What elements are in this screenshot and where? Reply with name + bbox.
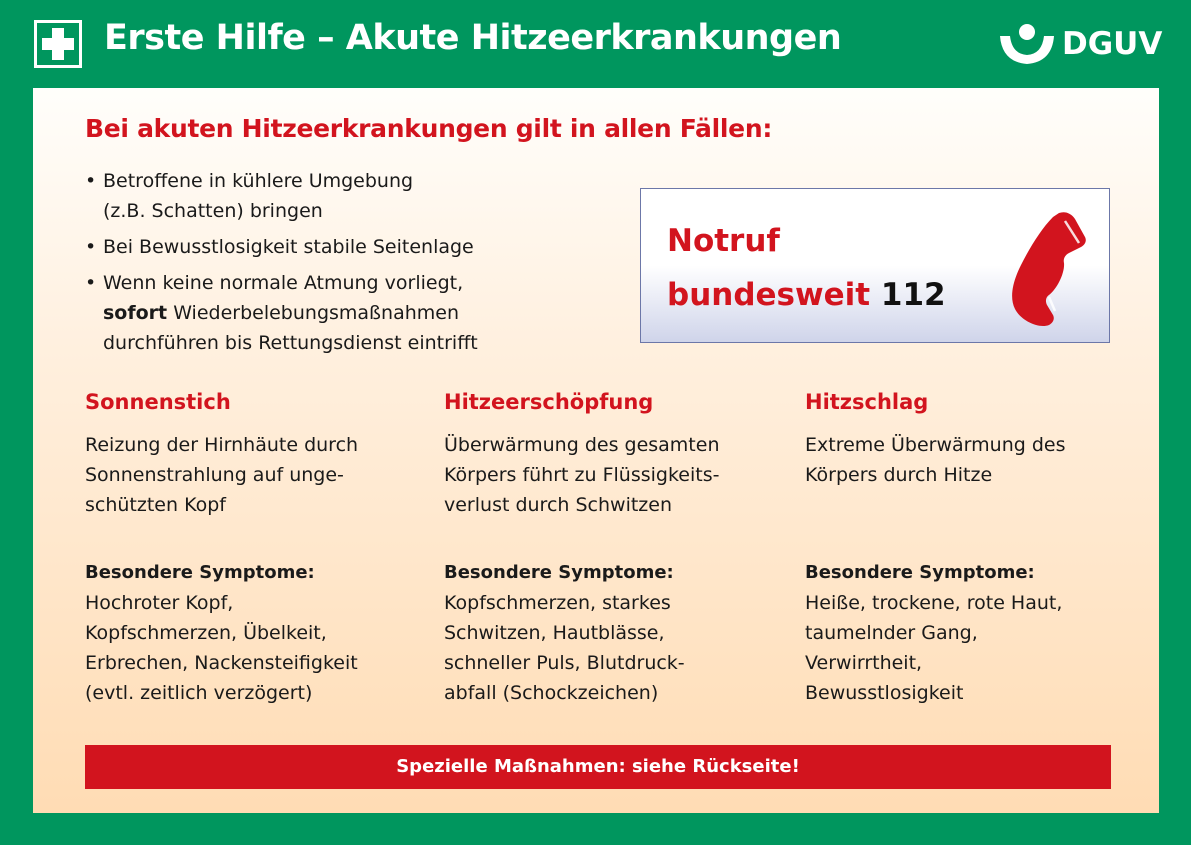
emergency-box [640,188,1110,343]
symptoms-title: Besondere Symptome: [805,562,1035,583]
emergency-label: Notruf [667,223,780,259]
column-description: Extreme Überwärmung des Körpers durch Hitze [805,434,1066,486]
page-title: Erste Hilfe – Akute Hitzeerkrankungen [104,18,842,58]
symptoms-title: Besondere Symptome: [85,562,315,583]
column-title: Hitzschlag [805,390,929,414]
footer-banner: Spezielle Maßnahmen: siehe Rückseite! [85,745,1111,789]
symptoms-text: Kopfschmerzen, starkes Schwitzen, Hautblässe, schneller Puls, Blutdruck- abfall (Schockzeichen) [444,592,685,704]
column-hitzeerschoepfung [444,390,764,708]
intro-headline: Bei akuten Hitzeerkrankungen gilt in allen Fällen: [85,114,773,143]
list-item: • Bei Bewusstlosigkeit stabile Seitenlage [85,232,555,262]
list-item: • Wenn keine normale Atmung vorliegt, sofort Wiederbelebungsmaßnahmen durchführen bis Rettungsdienst eintrifft [85,268,555,358]
dguv-logo-icon [998,22,1056,68]
symptoms-title: Besondere Symptome: [444,562,674,583]
emergency-number: 112 [880,277,946,313]
column-hitzschlag [805,390,1125,708]
column-description: Reizung der Hirnhäute durch Sonnenstrahlung auf unge- schützten Kopf [85,434,359,516]
column-title: Hitzeerschöpfung [444,390,654,414]
column-title: Sonnenstich [85,390,231,414]
general-measures-list [85,166,555,364]
header [0,0,1191,88]
list-item: • Betroffene in kühlere Umgebung (z.B. Schatten) bringen [85,166,555,226]
symptoms-text: Heiße, trockene, rote Haut, taumelnder Gang, Verwirrtheit, Bewusstlosigkeit [805,592,1063,704]
phone-icon [1009,209,1089,327]
emphasis: sofort [103,302,168,324]
symptoms-text: Hochroter Kopf, Kopfschmerzen, Übelkeit, Erbrechen, Nackensteifigkeit (evtl. zeitlich verzögert) [85,592,358,704]
column-description: Überwärmung des gesamten Körpers führt zu Flüssigkeits- verlust durch Schwitzen [444,434,720,516]
first-aid-cross-icon [34,20,82,68]
content-panel [33,88,1159,813]
emergency-line: bundesweit 112 [667,277,946,313]
logo-text: DGUV [1062,26,1163,62]
column-sonnenstich [85,390,405,708]
